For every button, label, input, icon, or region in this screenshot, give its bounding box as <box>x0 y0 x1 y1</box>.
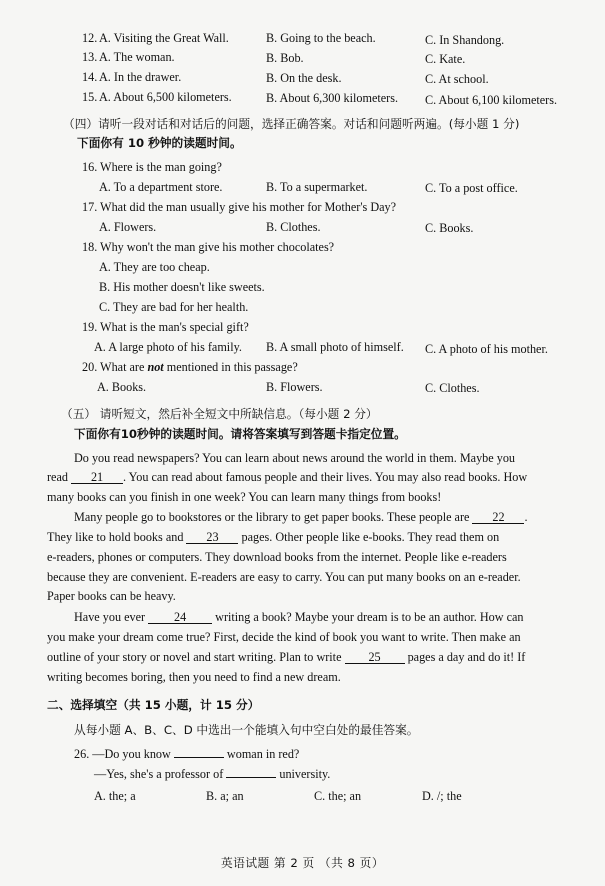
passage-line-11 <box>47 651 525 664</box>
passage-line-1: Do you read newspapers? You can learn about news around the world in them. Maybe you <box>74 451 516 465</box>
q16-option-b: B. To a supermarket. <box>266 180 368 194</box>
passage-line-10: you make your dream come true? First, decide the kind of book you want to write. Then make an <box>47 630 521 644</box>
q19-option-b: B. A small photo of himself. <box>266 340 404 354</box>
q20-stem-emphasis: not <box>147 360 164 374</box>
q15-option-c: C. About 6,100 kilometers. <box>425 93 558 107</box>
q20-option-c: C. Clothes. <box>425 381 480 395</box>
passage-line-4 <box>74 511 528 524</box>
q26-line-1-pre: 26. —Do you know <box>74 747 171 761</box>
q14-option-c: C. At school. <box>425 72 489 86</box>
q13-number: 13. <box>82 50 98 64</box>
q12-option-a: A. Visiting the Great Wall. <box>99 31 229 45</box>
q18-option-c: C. They are bad for her health. <box>99 300 249 314</box>
passage-line-2-pre: read <box>47 470 68 484</box>
q26-option-a: A. the; a <box>94 789 136 803</box>
q20-stem-pre: 20. What are <box>82 360 148 374</box>
q13-option-c: C. Kate. <box>425 52 466 66</box>
q26-line-1 <box>74 748 299 760</box>
q14-option-b: B. On the desk. <box>266 71 342 85</box>
q20-option-a: A. Books. <box>97 380 147 394</box>
passage-line-8: Paper books can be heavy. <box>47 589 176 603</box>
q14-number: 14. <box>82 70 98 84</box>
q19-option-a: A. A large photo of his family. <box>94 340 242 354</box>
passage-line-9-pre: Have you ever <box>74 610 146 624</box>
q26-line-2-post: university. <box>279 767 331 781</box>
passage-line-2 <box>47 471 527 484</box>
q16-option-a: A. To a department store. <box>99 180 223 194</box>
q26-line-1-post: woman in red? <box>226 747 300 761</box>
q20-stem-post: mentioned in this passage? <box>163 360 298 374</box>
passage-line-4-post: . <box>524 510 528 524</box>
q26-option-c: C. the; an <box>314 789 362 803</box>
q18-option-b: B. His mother doesn't like sweets. <box>99 280 265 294</box>
passage-line-5-pre: They like to hold books and <box>47 530 184 544</box>
page-footer: 英语试题 第 2 页 （共 8 页） <box>220 856 385 870</box>
q17-option-a: A. Flowers. <box>99 220 157 234</box>
section4-subtitle: 下面你有 10 秒钟的读题时间。 <box>77 136 242 150</box>
q15-option-b: B. About 6,300 kilometers. <box>266 91 399 105</box>
q26-blank-1[interactable] <box>174 757 224 758</box>
blank-22[interactable]: 22 <box>472 511 524 524</box>
blank-24[interactable]: 24 <box>148 611 212 624</box>
q26-option-d: D. /; the <box>422 789 462 803</box>
part2-title: 二、选择填空（共 15 小题，计 15 分） <box>47 698 260 712</box>
q12-option-b: B. Going to the beach. <box>266 31 376 45</box>
blank-21[interactable]: 21 <box>71 471 123 484</box>
passage-line-11-post: pages a day and do it! If <box>407 650 526 664</box>
passage-line-9 <box>74 611 524 624</box>
q15-number: 15. <box>82 90 98 104</box>
q20-stem <box>82 361 298 373</box>
q17-option-b: B. Clothes. <box>266 220 321 234</box>
passage-line-12: writing becomes boring, then you need to find a new dream. <box>47 670 341 684</box>
q17-stem: 17. What did the man usually give his mother for Mother's Day? <box>82 200 397 214</box>
q13-option-a: A. The woman. <box>99 50 175 64</box>
section5-title: （五） 请听短文，然后补全短文中所缺信息。（每小题 2 分） <box>61 407 378 421</box>
passage-line-5-post: pages. Other people like e-books. They read them on <box>241 530 500 544</box>
q20-option-b: B. Flowers. <box>266 380 323 394</box>
q26-line-2-pre: —Yes, she's a professor of <box>94 767 224 781</box>
q19-stem: 19. What is the man's special gift? <box>82 320 249 334</box>
q16-stem: 16. Where is the man going? <box>82 160 222 174</box>
q26-option-b: B. a; an <box>206 789 244 803</box>
passage-line-4-pre: Many people go to bookstores or the library to get paper books. These people are <box>74 510 470 524</box>
q26-blank-2[interactable] <box>226 777 276 778</box>
passage-line-2-post: . You can read about famous people and their lives. You may also read books. How <box>123 470 528 484</box>
q12-number: 12. <box>82 31 98 45</box>
q26-line-2 <box>94 768 330 780</box>
q19-option-c: C. A photo of his mother. <box>425 342 548 356</box>
q18-option-a: A. They are too cheap. <box>99 260 210 274</box>
q14-option-a: A. In the drawer. <box>99 70 182 84</box>
section4-title: （四）请听一段对话和对话后的问题，选择正确答案。对话和问题听两遍。(每小题 1 分) <box>63 117 520 131</box>
q17-option-c: C. Books. <box>425 221 474 235</box>
q16-option-c: C. To a post office. <box>425 181 518 195</box>
q18-stem: 18. Why won't the man give his mother chocolates? <box>82 240 335 254</box>
q15-option-a: A. About 6,500 kilometers. <box>99 90 232 104</box>
q12-option-c: C. In Shandong. <box>425 33 505 47</box>
passage-line-5 <box>47 531 499 544</box>
passage-line-6: e-readers, phones or computers. They download books from the internet. People like e-readers <box>47 550 507 564</box>
passage-line-7: because they are convenient. E-readers are easy to carry. You can put many books on an e-reader. <box>47 570 521 584</box>
part2-instruction: 从每小题 A、B、C、D 中选出一个能填入句中空白处的最佳答案。 <box>74 723 419 737</box>
passage-line-3: many books can you finish in one week? You can learn many things from books! <box>47 490 442 504</box>
blank-23[interactable]: 23 <box>186 531 238 544</box>
passage-line-9-post: writing a book? Maybe your dream is to be an author. How can <box>215 610 524 624</box>
q13-option-b: B. Bob. <box>266 51 304 65</box>
passage-line-11-pre: outline of your story or novel and start writing. Plan to write <box>47 650 342 664</box>
blank-25[interactable]: 25 <box>345 651 405 664</box>
section5-subtitle: 下面你有10秒钟的读题时间。请将答案填写到答题卡指定位置。 <box>74 427 406 441</box>
